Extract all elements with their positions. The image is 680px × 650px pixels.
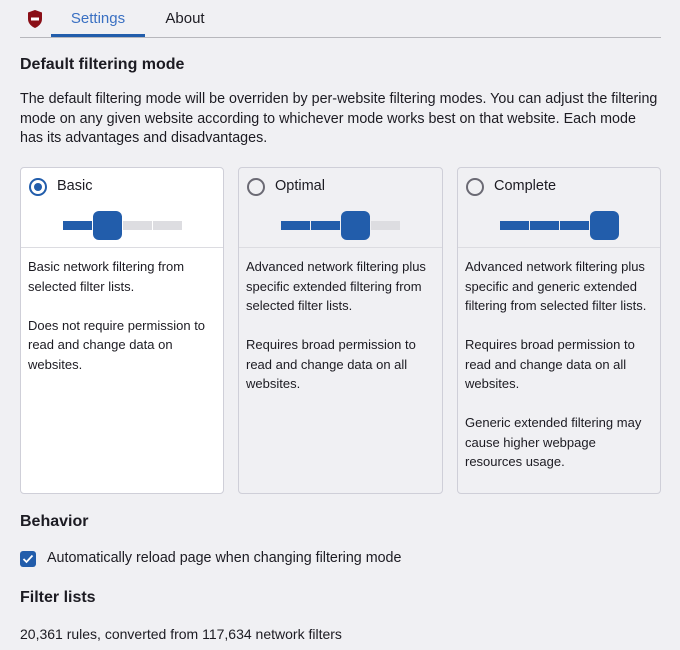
auto-reload-label: Automatically reload page when changing filtering mode [47, 550, 402, 566]
mode-card-header [21, 168, 223, 248]
level-knob [590, 211, 619, 240]
ublock-shield-icon [27, 10, 43, 28]
level-segment [371, 221, 400, 230]
level-segment [153, 221, 182, 230]
default-mode-intro: The default filtering mode will be overriden by per-website filtering modes. You can adjust the filtering mode on any given website according to whichever mode works best on that website. Each mode has its advantages and disadvantages. [20, 91, 658, 146]
mode-level-indicator [63, 211, 183, 241]
auto-reload-checkbox[interactable] [20, 551, 36, 567]
mode-desc-text: Advanced network filtering plus specific extended filtering from selected filter lists. [246, 259, 426, 313]
mode-card-header [239, 168, 442, 248]
mode-desc-text: Requires broad permission to read and change data on all websites. [246, 337, 416, 391]
mode-description [239, 248, 442, 394]
level-segment [281, 221, 310, 230]
mode-label-optimal: Optimal [275, 178, 325, 194]
mode-card-complete[interactable] [457, 167, 661, 494]
level-segment [63, 221, 92, 230]
level-segment [530, 221, 559, 230]
level-segment [500, 221, 529, 230]
mode-label-complete: Complete [494, 178, 557, 194]
level-knob [93, 211, 122, 240]
mode-card-basic[interactable] [20, 167, 224, 494]
filter-stats: 20,361 rules, converted from 117,634 network filters [20, 626, 342, 642]
mode-level-indicator [281, 211, 401, 241]
mode-desc-text: Does not require permission to read and change data on websites. [28, 317, 206, 372]
behavior-heading: Behavior [20, 513, 89, 530]
mode-desc-text: Generic extended filtering may cause higher webpage resources usage. [465, 415, 642, 469]
mode-desc-text: Basic network filtering from selected filter lists. [28, 259, 185, 294]
mode-card-optimal[interactable] [238, 167, 443, 494]
mode-description [21, 248, 223, 374]
mode-label-basic: Basic [57, 178, 93, 194]
mode-card-header [458, 168, 660, 248]
level-knob [341, 211, 370, 240]
mode-desc-text: Advanced network filtering plus specific and generic extended filtering from selected filter lists. [465, 259, 647, 313]
tab-bar [20, 0, 661, 38]
mode-desc-text: Requires broad permission to read and change data on all websites. [465, 337, 635, 391]
default-filtering-mode-heading: Default filtering mode [20, 56, 185, 73]
radio-optimal[interactable] [247, 178, 265, 196]
level-segment [311, 221, 340, 230]
radio-basic[interactable] [29, 178, 47, 196]
level-segment [123, 221, 152, 230]
filter-lists-heading: Filter lists [20, 589, 96, 606]
radio-complete[interactable] [466, 178, 484, 196]
level-segment [560, 221, 589, 230]
checkmark-icon [22, 554, 34, 564]
tab-settings[interactable]: Settings [51, 0, 145, 37]
mode-level-indicator [500, 211, 620, 241]
tab-about[interactable]: About [165, 10, 205, 27]
mode-description [458, 248, 660, 472]
